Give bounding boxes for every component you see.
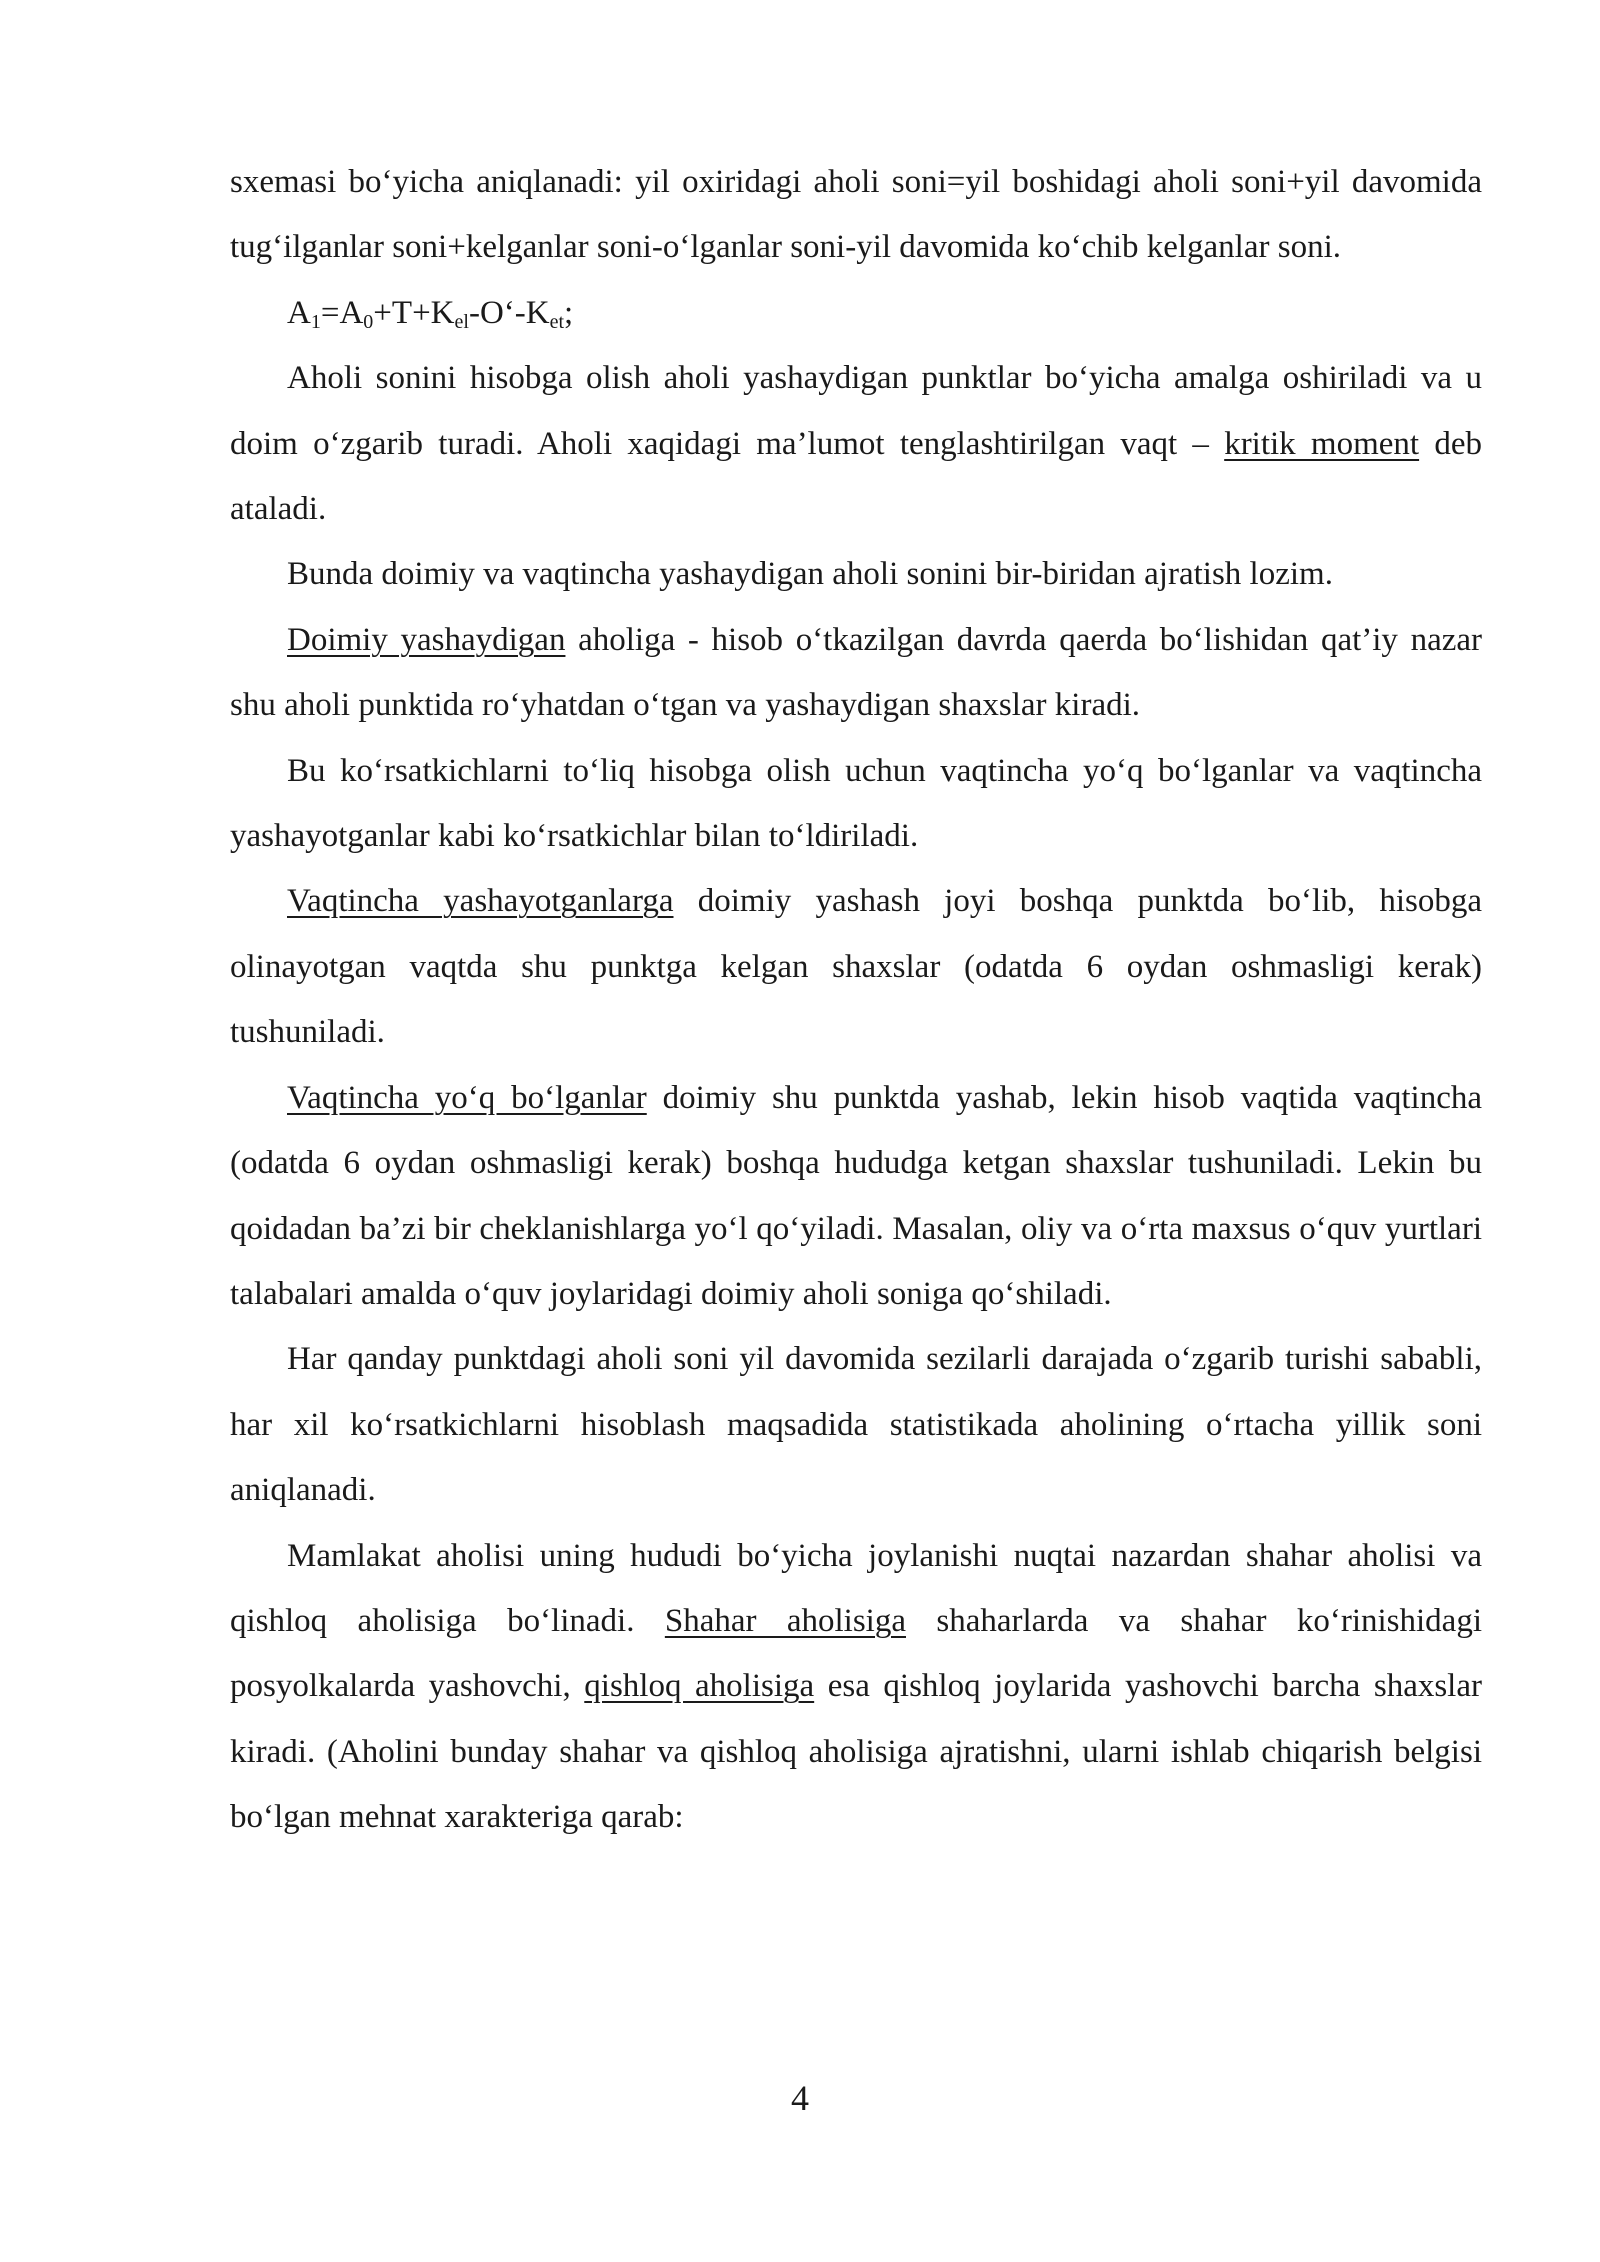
paragraph-permanent-temporary: Bunda doimiy va vaqtincha yashaydigan aholi sonini bir-biridan ajratish lozim. xyxy=(287,556,1333,593)
paragraph-temporarily-absent: Vaqtincha yo‘q bo‘lganlar doimiy shu punktda yashab, lekin hisob vaqtida vaqtincha (odatda 6 oydan oshmasligi kerak) boshqa hududga ketgan shaxslar tushuniladi. Lekin bu qoidadan ba’zi bir cheklanishlarga yo‘l qo‘yiladi. Masalan, oliy va o‘rta maxsus o‘quv yurtlari talabalari amalda o‘quv joylaridagi doimiy aholi soniga qo‘shiladi. xyxy=(230,1079,1482,1312)
term-kritik-moment: kritik moment xyxy=(1224,425,1420,462)
paragraph-temporary-residents: Vaqtincha yashayotganlarga doimiy yashash joyi boshqa punktda bo‘lib, hisobga olinayotgan vaqtda shu punktga kelgan shaxslar (odatda 6 oydan oshmasligi kerak) tushuniladi. xyxy=(230,883,1482,1051)
paragraph-population-count: Aholi sonini hisobga olish aholi yashaydigan punktlar bo‘yicha amalga oshiriladi va u doim o‘zgarib turadi. Aholi xaqidagi ma’lumot tenglashtirilgan vaqt – kritik moment deb ataladi. xyxy=(230,360,1482,528)
paragraph-average-annual: Har qanday punktdagi aholi soni yil davomida sezilarli darajada o‘zgarib turishi sababli, har xil ko‘rsatkichlarni hisoblash maqsadida statistikada aholining o‘rtacha yillik soni aniqlanadi. xyxy=(230,1341,1482,1509)
term-vaqtincha-yashayotganlarga: Vaqtincha yashayotganlarga xyxy=(287,883,674,920)
paragraph-permanent-residents: Doimiy yashaydigan aholiga - hisob o‘tkazilgan davrda qaerda bo‘lishidan qat’iy nazar shu aholi punktida ro‘yhatdan o‘tgan va yashaydigan shaxslar kiradi. xyxy=(230,621,1482,724)
term-qishloq-aholisiga: qishloq aholisiga xyxy=(584,1668,815,1705)
formula-line: $A_1=A_0+T+K_{el}-O‘-K_{et}$; xyxy=(287,294,574,333)
paragraph-scheme-continuation: sxemasi bo‘yicha aniqlanadi: yil oxiridagi aholi soni=yil boshidagi aholi soni+yil davomida tug‘ilganlar soni+kelganlar soni-o‘lganlar soni-yil davomida ko‘chib kelganlar soni. xyxy=(230,164,1482,266)
paragraph-urban-rural: Mamlakat aholisi uning hududi bo‘yicha joylanishi nuqtai nazardan shahar aholisi va qishloq aholisiga bo‘linadi. Shahar aholisiga shaharlarda va shahar ko‘rinishidagi posyolkalarda yashovchi, qishloq aholisiga esa qishloq joylarida yashovchi barcha shaxslar kiradi. (Aholini bunday shahar va qishloq aholisiga ajratishni, ularni ishlab chiqarish belgisi bo‘lgan mehnat xarakteriga qarab: xyxy=(230,1537,1482,1836)
term-doimiy-yashaydigan: Doimiy yashaydigan xyxy=(287,621,566,658)
term-shahar-aholisiga: Shahar aholisiga xyxy=(664,1602,906,1639)
term-vaqtincha-yoq-bolganlar: Vaqtincha yo‘q bo‘lganlar xyxy=(287,1079,647,1116)
page-number: 4 xyxy=(791,2078,809,2118)
document-page xyxy=(230,150,1482,1851)
paragraph-indicators: Bu ko‘rsatkichlarni to‘liq hisobga olish uchun vaqtincha yo‘q bo‘lganlar va vaqtincha yashayotganlar kabi ko‘rsatkichlar bilan to‘ldiriladi. xyxy=(230,752,1482,855)
